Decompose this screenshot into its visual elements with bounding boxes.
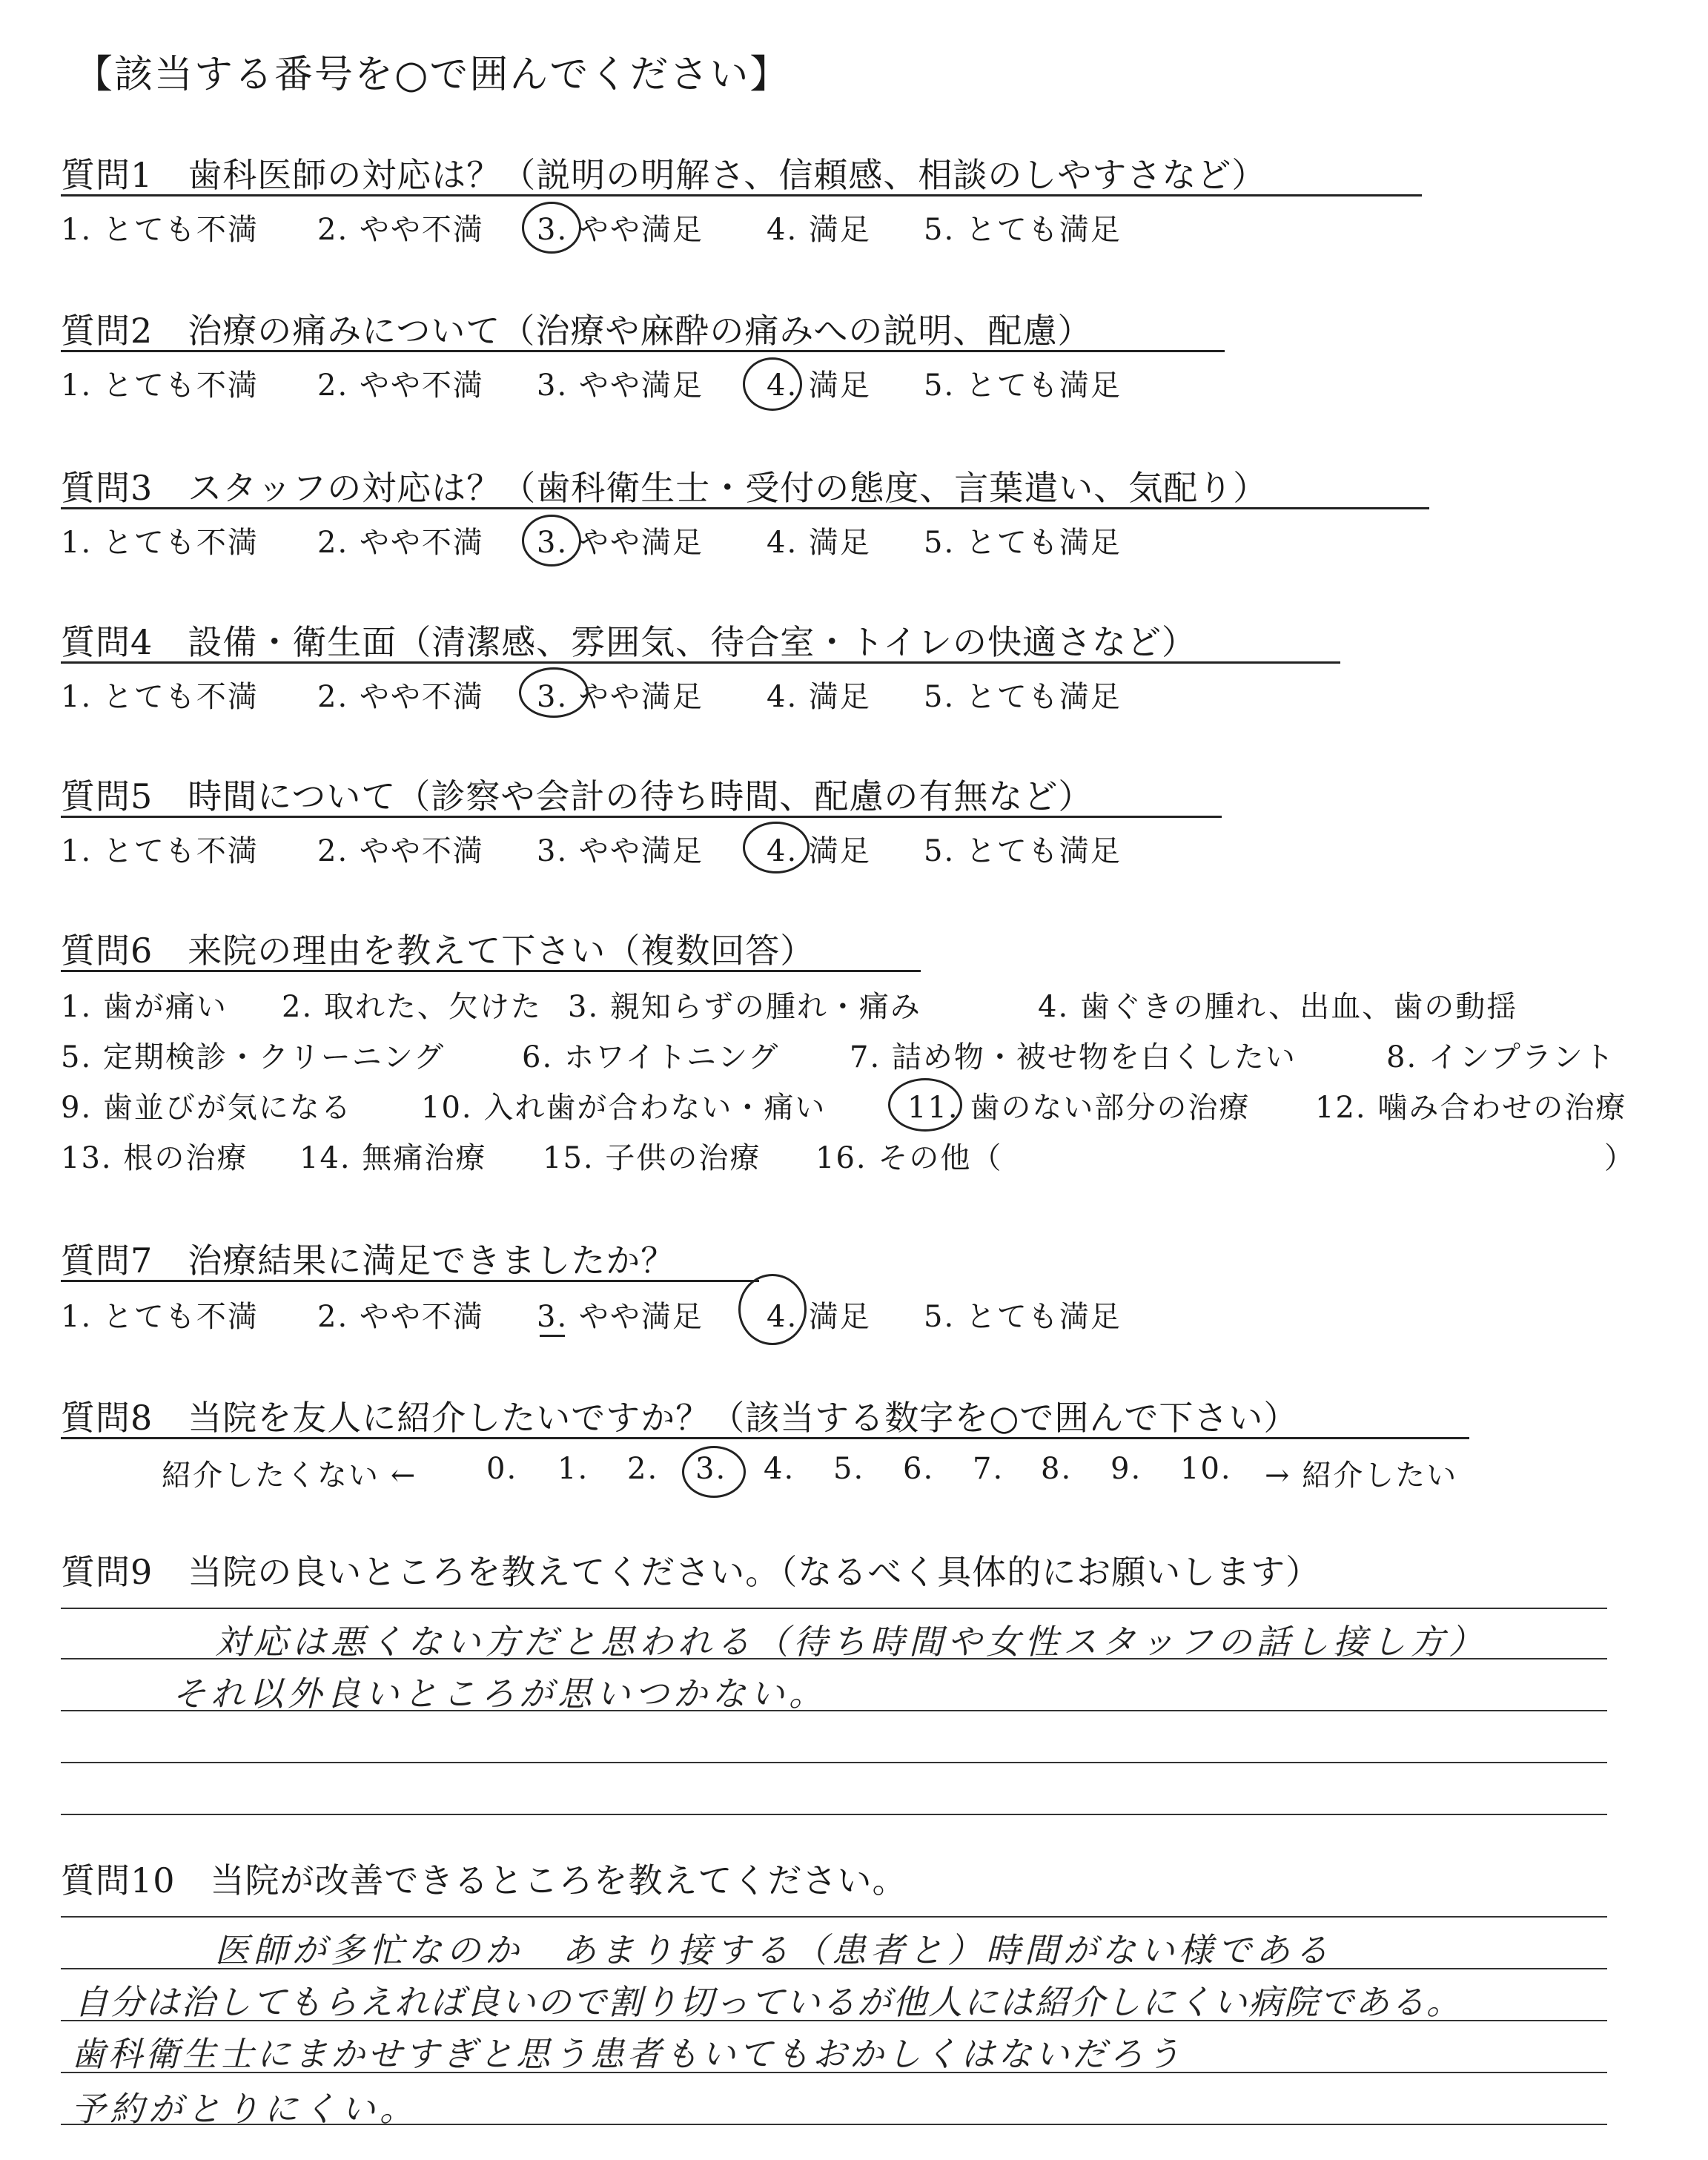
question-3-title: 質問3 スタッフの対応は？（歯科衛生士・受付の態度、言葉遣い、気配り） xyxy=(61,468,1268,508)
q4-option-2[interactable]: 2. やや不満 xyxy=(317,680,484,714)
q1-selection-circle xyxy=(522,202,581,254)
q1-option-4[interactable]: 4. 満足 xyxy=(767,213,871,247)
q8-right-label: → 紹介したい xyxy=(1265,1459,1458,1493)
q8-scale-6[interactable]: 6. xyxy=(903,1452,935,1486)
q5-option-1[interactable]: 1. とても不満 xyxy=(61,834,259,868)
question-2-title: 質問2 治療の痛みについて（治療や麻酔の痛みへの説明、配慮） xyxy=(61,311,1093,351)
q7-option-4[interactable]: 4. 満足 xyxy=(767,1300,871,1334)
q6-option-7[interactable]: 7. 詰め物・被せ物を白くしたい xyxy=(850,1040,1297,1074)
question-7-title: 質問7 治療結果に満足できましたか？ xyxy=(61,1241,676,1281)
question-5-underline xyxy=(61,816,1222,818)
question-4-title: 質問4 設備・衛生面（清潔感、雰囲気、待合室・トイレの快適さなど） xyxy=(61,622,1196,662)
q7-option-3[interactable]: 3. やや満足 xyxy=(537,1300,704,1334)
q4-option-4[interactable]: 4. 満足 xyxy=(767,680,871,714)
q2-selection-circle xyxy=(743,357,802,411)
q8-scale-3[interactable]: 3. xyxy=(695,1452,727,1486)
q7-option-1[interactable]: 1. とても不満 xyxy=(61,1300,259,1334)
q6-selection-circle xyxy=(888,1078,962,1132)
q8-scale-10[interactable]: 10. xyxy=(1180,1452,1232,1486)
q2-option-4[interactable]: 4. 満足 xyxy=(767,369,871,403)
q8-scale-5[interactable]: 5. xyxy=(833,1452,865,1486)
q9-writing-line-4 xyxy=(61,1762,1607,1763)
q6-option-8[interactable]: 8. インプラント xyxy=(1386,1040,1615,1074)
q7-option-3-stray-mark xyxy=(540,1335,565,1337)
question-10-title: 質問10 当院が改善できるところを教えてください。 xyxy=(61,1860,907,1900)
q5-option-4[interactable]: 4. 満足 xyxy=(767,834,871,868)
q1-option-5[interactable]: 5. とても満足 xyxy=(924,213,1122,247)
q1-option-1[interactable]: 1. とても不満 xyxy=(61,213,259,247)
question-6-title: 質問6 来院の理由を教えて下さい（複数回答） xyxy=(61,931,815,971)
question-4-underline xyxy=(61,661,1340,664)
q6-option-13[interactable]: 13. 根の治療 xyxy=(61,1141,248,1175)
q6-option-11[interactable]: 11. 歯のない部分の治療 xyxy=(907,1091,1251,1125)
q8-scale-4[interactable]: 4. xyxy=(764,1452,795,1486)
question-1-title: 質問1 歯科医師の対応は？（説明の明解さ、信頼感、相談のしやすさなど） xyxy=(61,155,1267,195)
q1-option-2[interactable]: 2. やや不満 xyxy=(317,213,484,247)
q4-option-3[interactable]: 3. やや満足 xyxy=(537,680,704,714)
form-heading: 【該当する番号を○で囲んでください】 xyxy=(74,53,790,97)
q9-handwritten-line-1: 対応は悪くない方だと思われる（待ち時間や女性スタッフの話し接し方） xyxy=(215,1622,1487,1662)
q2-option-2[interactable]: 2. やや不満 xyxy=(317,369,484,403)
q9-handwritten-line-2: それ以外良いところが思いつかない。 xyxy=(172,1674,827,1714)
q6-option-9[interactable]: 9. 歯並びが気になる xyxy=(61,1091,352,1125)
q8-scale-2[interactable]: 2. xyxy=(627,1452,659,1486)
q3-option-2[interactable]: 2. やや不満 xyxy=(317,526,484,560)
q3-selection-circle xyxy=(522,515,581,567)
question-7-underline xyxy=(61,1280,759,1282)
q8-scale-1[interactable]: 1. xyxy=(557,1452,589,1486)
q6-option-16[interactable]: 16. その他（ xyxy=(815,1141,1003,1175)
q6-option-5[interactable]: 5. 定期検診・クリーニング xyxy=(61,1040,446,1074)
q8-scale-7[interactable]: 7. xyxy=(973,1452,1004,1486)
q10-handwritten-line-3: 歯科衛生士にまかせすぎと思う患者もいてもおかしくはないだろう xyxy=(71,2034,1183,2074)
q6-option-10[interactable]: 10. 入れ歯が合わない・痛い xyxy=(421,1091,827,1125)
q3-option-5[interactable]: 5. とても満足 xyxy=(924,526,1122,560)
question-3-underline xyxy=(61,507,1429,509)
q6-option-1[interactable]: 1. 歯が痛い xyxy=(61,990,228,1024)
question-5-title: 質問5 時間について（診察や会計の待ち時間、配慮の有無など） xyxy=(61,776,1093,816)
q7-selection-circle xyxy=(738,1274,807,1345)
question-9-title: 質問9 当院の良いところを教えてください。（なるべく具体的にお願いします） xyxy=(61,1552,1321,1592)
q9-writing-line-1 xyxy=(61,1608,1607,1609)
q10-writing-line-1 xyxy=(61,1916,1607,1918)
q4-selection-circle xyxy=(519,667,589,718)
q6-option-15[interactable]: 15. 子供の治療 xyxy=(543,1141,761,1175)
q6-option-14[interactable]: 14. 無痛治療 xyxy=(299,1141,487,1175)
q2-option-5[interactable]: 5. とても満足 xyxy=(924,369,1122,403)
q8-selection-circle xyxy=(682,1446,746,1498)
q8-scale-0[interactable]: 0. xyxy=(486,1452,518,1486)
q5-selection-circle xyxy=(743,822,810,873)
q10-handwritten-line-1: 医師が多忙なのか あまり接する（患者と）時間がない様である xyxy=(215,1930,1333,1970)
q8-left-label: 紹介したくない ← xyxy=(162,1459,417,1493)
q2-option-1[interactable]: 1. とても不満 xyxy=(61,369,259,403)
q3-option-1[interactable]: 1. とても不満 xyxy=(61,526,259,560)
q1-option-3[interactable]: 3. やや満足 xyxy=(537,213,704,247)
question-2-underline xyxy=(61,350,1225,352)
q7-option-5[interactable]: 5. とても満足 xyxy=(924,1300,1122,1334)
question-6-underline xyxy=(61,970,921,972)
q4-option-1[interactable]: 1. とても不満 xyxy=(61,680,259,714)
q6-other-close-paren: ） xyxy=(1604,1141,1635,1175)
question-1-underline xyxy=(61,194,1422,196)
q10-handwritten-line-2: 自分は治してもらえれば良いので割り切っているが他人には紹介しにくい病院である。 xyxy=(74,1982,1462,2022)
q7-option-2[interactable]: 2. やや不満 xyxy=(317,1300,484,1334)
q5-option-3[interactable]: 3. やや満足 xyxy=(537,834,704,868)
q3-option-3[interactable]: 3. やや満足 xyxy=(537,526,704,560)
q6-option-12[interactable]: 12. 噛み合わせの治療 xyxy=(1315,1091,1627,1125)
q8-scale-9[interactable]: 9. xyxy=(1110,1452,1142,1486)
question-8-underline xyxy=(61,1437,1469,1439)
question-8-title: 質問8 当院を友人に紹介したいですか？（該当する数字を○で囲んで下さい） xyxy=(61,1398,1299,1438)
q6-option-4[interactable]: 4. 歯ぐきの腫れ、出血、歯の動揺 xyxy=(1038,990,1518,1024)
q6-option-6[interactable]: 6. ホワイトニング xyxy=(522,1040,780,1074)
q10-handwritten-line-4: 予約がとりにくい。 xyxy=(71,2089,418,2129)
q5-option-5[interactable]: 5. とても満足 xyxy=(924,834,1122,868)
q6-option-3[interactable]: 3. 親知らずの腫れ・痛み xyxy=(568,990,921,1024)
q8-scale-8[interactable]: 8. xyxy=(1041,1452,1073,1486)
q6-option-2[interactable]: 2. 取れた、欠けた xyxy=(282,990,542,1024)
q9-writing-line-5 xyxy=(61,1814,1607,1815)
q5-option-2[interactable]: 2. やや不満 xyxy=(317,834,484,868)
q3-option-4[interactable]: 4. 満足 xyxy=(767,526,871,560)
q4-option-5[interactable]: 5. とても満足 xyxy=(924,680,1122,714)
q2-option-3[interactable]: 3. やや満足 xyxy=(537,369,704,403)
